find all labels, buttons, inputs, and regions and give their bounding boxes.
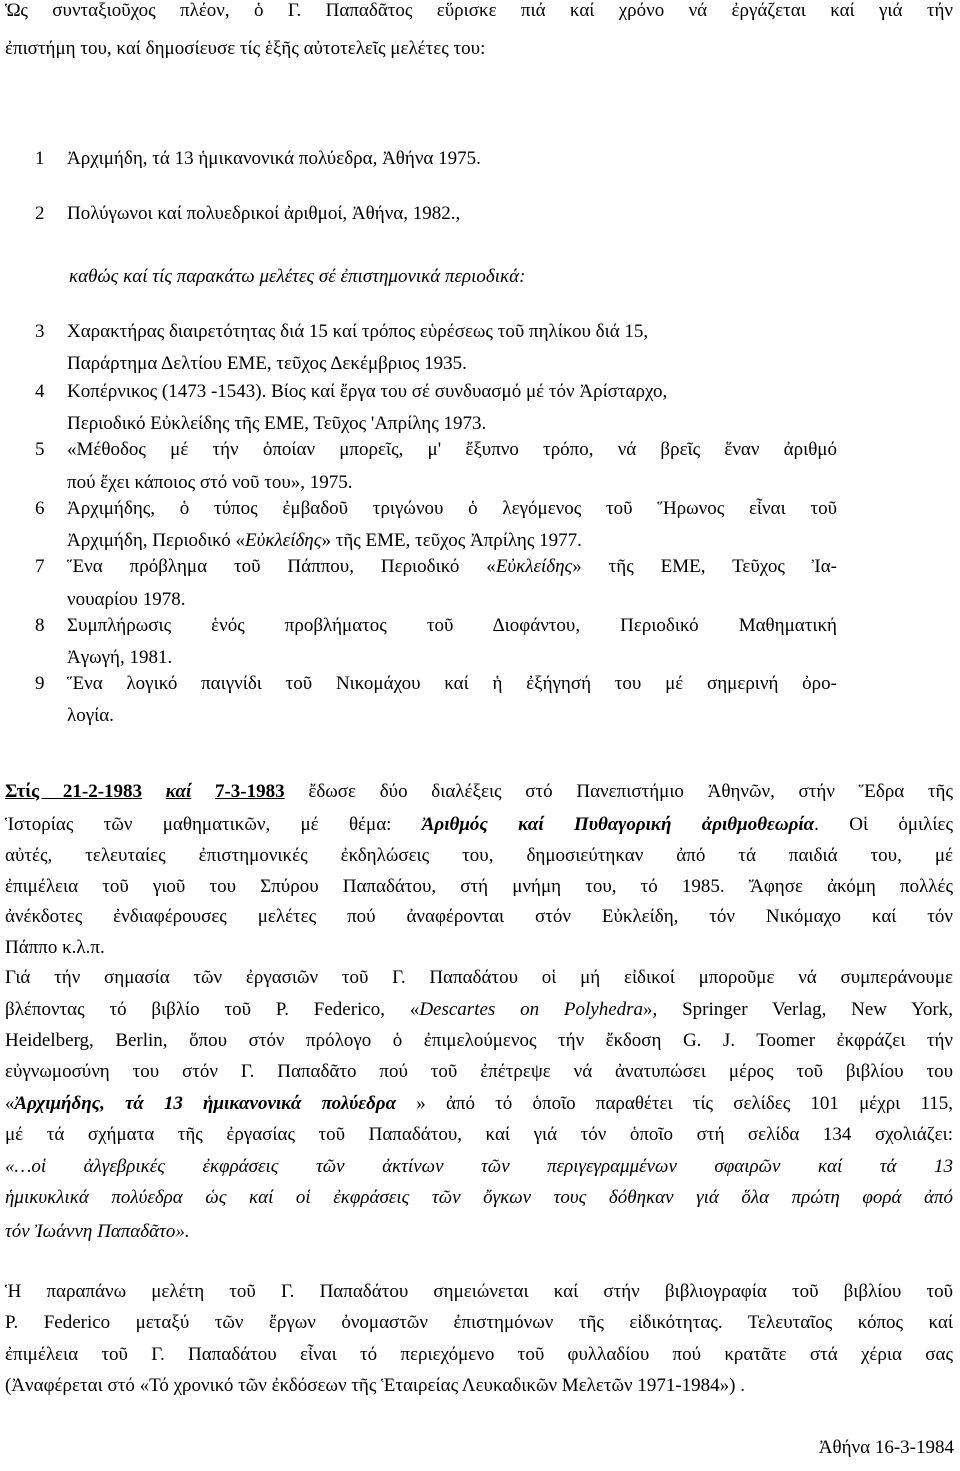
item-text: Κοπέρνικος (1473 -1543). Βίος καί ἔργα του σέ συνδυασμό μέ τόν Ἀρίσταρχο, <box>67 381 668 402</box>
intro-line-2: ἐπιστήμη του, καί δημοσίευσε τίς ἑξῆς αὐτοτελεῖς μελέτες του: <box>5 38 486 59</box>
item-text: Ἀρχιμήδης, ὁ τύπος ἐμβαδοῦ τριγώνου ὁ λεγόμενος τοῦ Ἥρωνος εἶναι τοῦ <box>67 498 837 519</box>
item-text: Πολύγωνοι καί πολυεδρικοί ἀριθμοί, Ἀθήνα, 1982., <box>67 203 461 224</box>
item-text: Χαρακτήρας διαιρετότητας διά 15 καί τρόπος εὑρέσεως τοῦ πηλίκου διά 15, <box>67 321 649 342</box>
item-text: Ἀρχιμήδη, τά 13 ἡμικανονικά πολύεδρα, Ἀθήνα 1975. <box>67 148 481 169</box>
closing-line-2: Ρ. Federico μεταξύ τῶν ἔργων ὀνομαστῶν ἐπιστημόνων τῆς εἰδικότητας. Τελευταῖος κόπος καί <box>5 1312 953 1333</box>
date-signature: Ἀθήνα 16-3-1984 <box>818 1437 954 1458</box>
closing-line-4: (Ἀναφέρεται στό «Τό χρονικό τῶν ἐκδόσεων τῆς Ἑταιρείας Λευκαδικῶν Μελετῶν 1971-1984») . <box>5 1375 746 1396</box>
item-number: 3 <box>35 321 45 342</box>
intro-line-1: Ὡς συνταξιοῦχος πλέον, ὁ Γ. Παπαδᾶτος εὕρισκε πιά καί χρόνο νά ἐργάζεται καί γιά τήν <box>5 0 953 21</box>
periodicals-intro: καθώς καί τίς παρακάτω μελέτες σέ ἐπιστημονικά περιοδικά: <box>69 266 526 287</box>
significance-line-2: βλέποντας τό βιβλίο τοῦ Ρ. Federico, «Descartes on Polyhedra», Springer Verlag, New York, <box>5 999 953 1020</box>
significance-line-6: μέ τά σχήματα τῆς ἐργασίας τοῦ Παπαδάτου, καί γιά τόν ὁποῖο στή σελίδα 134 σχολιάζει: <box>5 1124 953 1145</box>
lectures-line-1: Στίς 21-2-1983 καί 7-3-1983 ἔδωσε δύο διαλέξεις στό Πανεπιστήμιο Ἀθηνῶν, στήν Ἕδρα τῆς <box>5 781 954 802</box>
lectures-line-5: ἀνέκδοτες ἐνδιαφέρουσες μελέτες πού ἀναφέρονται στόν Εὐκλείδη, τόν Νικόμαχο καί τόν <box>5 906 953 927</box>
item-number: 6 <box>35 498 45 519</box>
lectures-line-3: αὐτές, τελευταίες ἐπιστημονικές ἐκδηλώσεις του, δημοσιεύτηκαν ἀπό τά παιδιά του, μέ <box>5 845 953 866</box>
item-text: «Μέθοδος μέ τήν ὁποίαν μπορεῖς, μ' ἔξυπνο τρόπο, νά βρεῖς ἕναν ἀριθμό <box>67 439 837 460</box>
significance-line-8: ἡμικυκλικά πολύεδρα ὡς καί οἱ ἐκφράσεις τῶν ὄγκων τους δόθηκαν γιά ὅλα πρώτη φορά ἀπό <box>5 1187 953 1208</box>
item-text-continued: Παράρτημα Δελτίου ΕΜΕ, τεῦχος Δεκέμβριος 1935. <box>67 353 467 374</box>
item-text: Συμπλήρωσις ἑνός προβλήματος τοῦ Διοφάντου, Περιοδικό Μαθηματική <box>67 615 837 636</box>
lectures-line-4: ἐπιμέλεια τοῦ γιοῦ του Σπύρου Παπαδάτου, στή μνήμη του, τό 1985. Ἄφησε ἀκόμη πολλές <box>5 876 953 897</box>
item-text: Ἕνα πρόβλημα τοῦ Πάππου, Περιοδικό «Εὐκλείδης» τῆς ΕΜΕ, Τεῦχος Ἰα- <box>67 556 837 577</box>
significance-line-9: τόν Ἰωάννη Παπαδᾶτο». <box>5 1221 190 1242</box>
item-number: 7 <box>35 556 45 577</box>
item-number: 9 <box>35 673 45 694</box>
significance-line-1: Γιά τήν σημασία τῶν ἐργασιῶν τοῦ Γ. Παπαδάτου οἱ μή εἰδικοί μποροῦμε νά συμπεράνουμε <box>5 967 953 988</box>
item-number: 8 <box>35 615 45 636</box>
item-text: Ἕνα λογικό παιγνίδι τοῦ Νικομάχου καί ἡ ἐξήγησή του μέ σημερινή ὀρο- <box>67 673 837 694</box>
closing-line-3: ἐπιμέλεια τοῦ Γ. Παπαδάτου εἶναι τό περιεχόμενο τοῦ φυλλαδίου πού κρατᾶτε στά χέρια σας <box>5 1344 953 1365</box>
lectures-line-6: Πάππο κ.λ.π. <box>5 937 105 958</box>
closing-line-1: Ἡ παραπάνω μελέτη τοῦ Γ. Παπαδάτου σημειώνεται καί στήν βιβλιογραφία τοῦ βιβλίου τοῦ <box>5 1281 953 1302</box>
item-text-continued: νουαρίου 1978. <box>67 589 186 610</box>
item-number: 2 <box>35 203 45 224</box>
item-text-continued: πού ἔχει κάποιος στό νοῦ του», 1975. <box>67 472 353 493</box>
item-text-continued: Ἀρχιμήδη, Περιοδικό «Εὐκλείδης» τῆς ΕΜΕ, τεῦχος Ἀπρίλης 1977. <box>67 530 582 551</box>
significance-line-4: εὐγνωμοσύνη του στόν Γ. Παπαδᾶτο πού τοῦ ἐπέτρεψε νά ἀνατυπώσει μέρος τοῦ βιβλίου του <box>5 1061 953 1082</box>
item-number: 4 <box>35 381 45 402</box>
item-text-continued: Περιοδικό Εὐκλείδης τῆς ΕΜΕ, Τεῦχος 'Απρίλης 1973. <box>67 413 487 434</box>
item-text-continued: Ἀγωγή, 1981. <box>67 647 173 668</box>
item-number: 5 <box>35 439 45 460</box>
significance-line-7: «…οἱ ἀλγεβρικές ἐκφράσεις τῶν ἀκτίνων τῶν περιγεγραμμένων σφαιρῶν καί τά 13 <box>5 1156 953 1177</box>
lectures-line-2: Ἱστορίας τῶν μαθηματικῶν, μέ θέμα: Ἀριθμός καί Πυθαγορική ἀριθμοθεωρία. Οἱ ὁμιλίες <box>5 814 953 835</box>
item-number: 1 <box>35 148 45 169</box>
significance-line-5: «Ἀρχιμήδης, τά 13 ἡμικανονικά πολύεδρα » ἀπό τό ὁποῖο παραθέτει τίς σελίδες 101 μέχρι 115, <box>5 1093 954 1114</box>
significance-line-3: Heidelberg, Berlin, ὅπου στόν πρόλογο ὁ ἐπιμελούμενος τήν ἔκδοση G. J. Toomer ἐκφράζει τήν <box>5 1030 953 1051</box>
item-text-continued: λογία. <box>67 705 114 726</box>
